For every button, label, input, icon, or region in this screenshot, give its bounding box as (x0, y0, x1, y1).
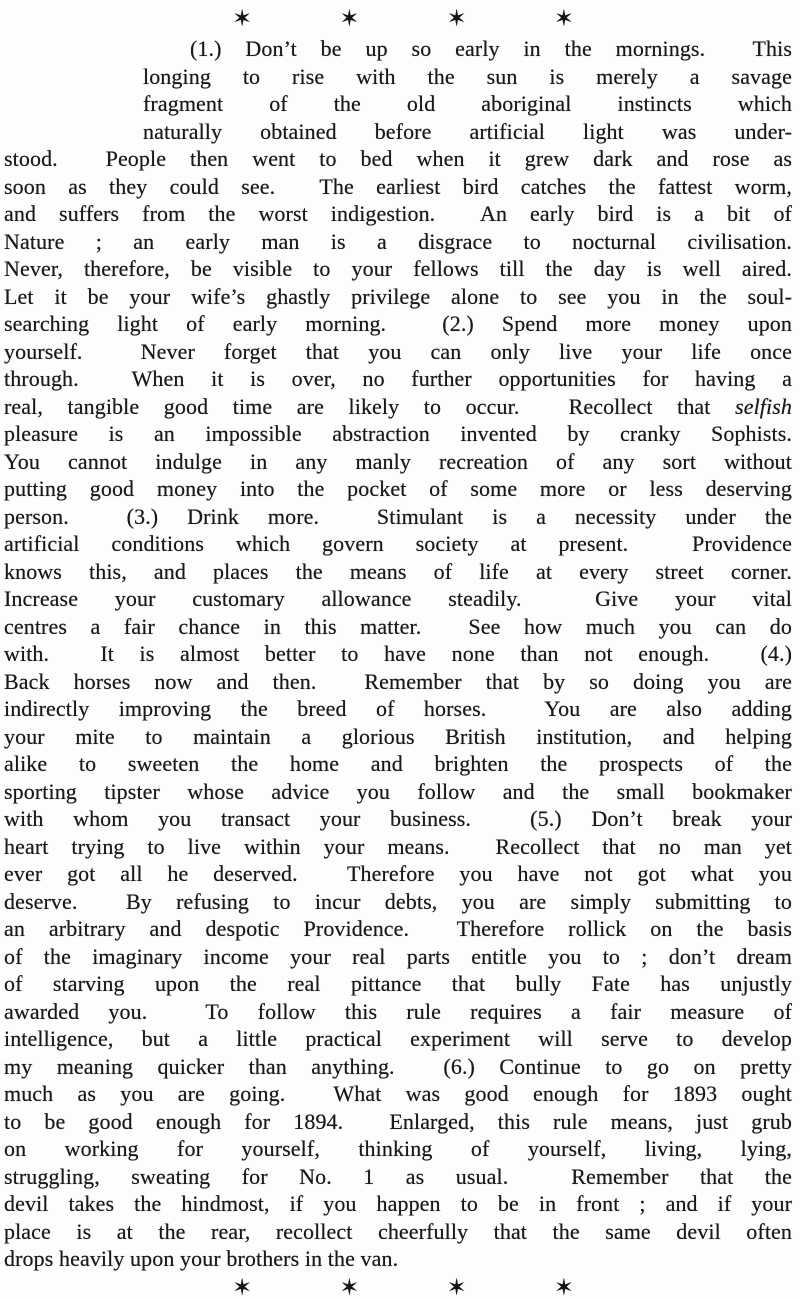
star-ornament-icon: ✶ (232, 1275, 252, 1299)
text-line: devil takes the hindmost, if you happen to be in front ; and if your (4, 1191, 792, 1216)
text-line: place is at the rear, recollect cheerfully that the same devil often (4, 1218, 792, 1244)
star-ornament-icon: ✶ (339, 1275, 359, 1299)
text-line: longing to rise with the sun is merely a savage (143, 63, 792, 89)
text-line: much as you are going. What was good enough for 1893 ought (4, 1081, 792, 1106)
text-line: yourself. Never forget that you can only live your life once (4, 338, 792, 364)
text-line: of the imaginary income your real parts entitle you to ; don’t dream (4, 943, 792, 969)
text-line: Back horses now and then. Remember that by so doing you are (4, 668, 792, 694)
text-line: knows this, and places the means of life at every street corner. (4, 558, 792, 584)
text-line: heart trying to live within your means. Recollect that no man yet (4, 833, 792, 859)
text-line: ever got all he deserved. Therefore you have not got what you (4, 861, 792, 886)
text-block (4, 35, 792, 1273)
text-line: artificial conditions which govern society at present. Providence (4, 531, 792, 556)
text-line: sporting tipster whose advice you follow and the small bookmaker (4, 778, 792, 804)
text-line: alike to sweeten the home and brighten the prospects of the (4, 751, 792, 776)
text-line: soon as they could see. The earliest bird catches the fattest worm, (4, 173, 792, 199)
text-line: centres a fair chance in this matter. See how much you can do (4, 613, 792, 639)
text-line: and suffers from the worst indigestion. An early bird is a bit of (4, 201, 792, 226)
text-line: indirectly improving the breed of horses. You are also adding (4, 696, 792, 721)
section-break-top (9, 4, 797, 32)
star-ornament-icon: ✶ (447, 5, 467, 31)
text-line: through. When it is over, no further opportunities for having a (4, 366, 792, 391)
text-line: deserve. By refusing to incur debts, you are simply submitting to (4, 888, 792, 914)
text-line: intelligence, but a little practical experiment will serve to develop (4, 1026, 792, 1051)
text-line: drops heavily upon your brothers in the van. (4, 1246, 399, 1271)
star-ornament-icon: ✶ (232, 5, 252, 31)
text-line: to be good enough for 1894. Enlarged, this rule means, just grub (4, 1108, 792, 1134)
star-ornament-icon: ✶ (447, 1275, 467, 1299)
text-line: struggling, sweating for No. 1 as usual. Remember that the (4, 1163, 792, 1189)
text-line: Never, therefore, be visible to your fellows till the day is well aired. (4, 256, 792, 281)
text-line: fragment of the old aboriginal instincts which (143, 91, 792, 116)
section-break-bottom (9, 1275, 797, 1299)
text-line: stood. People then went to bed when it grew dark and rose as (4, 146, 792, 171)
text-line: Nature ; an early man is a disgrace to nocturnal civilisation. (4, 228, 792, 254)
text-line: You cannot indulge in any manly recreation of any sort without (4, 448, 792, 474)
text-line: of starving upon the real pittance that bully Fate has unjustly (4, 971, 792, 996)
text-line: real, tangible good time are likely to occur. Recollect that selfish (4, 393, 792, 419)
text-line: an arbitrary and despotic Providence. Therefore rollick on the basis (4, 916, 792, 941)
italic-word: selfish (735, 393, 792, 419)
text-line: putting good money into the pocket of some more or less deserving (4, 476, 792, 501)
text-line: on working for yourself, thinking of yourself, living, lying, (4, 1136, 792, 1161)
star-ornament-icon: ✶ (339, 5, 359, 31)
star-ornament-icon: ✶ (554, 1275, 574, 1299)
star-ornament-icon: ✶ (554, 5, 574, 31)
text-line: (1.) Don’t be up so early in the mornings. This (190, 36, 792, 61)
text-line: with whom you transact your business. (5.) Don’t break your (4, 806, 792, 831)
text-line: your mite to maintain a glorious British institution, and helping (4, 723, 792, 749)
text-line: naturally obtained before artificial light was under- (143, 118, 792, 144)
text-line: Increase your customary allowance steadily. Give your vital (4, 586, 792, 611)
text-line: searching light of early morning. (2.) Spend more money upon (4, 311, 792, 336)
text-line: Let it be your wife’s ghastly privilege alone to see you in the soul- (4, 283, 792, 309)
text-line: with. It is almost better to have none than not enough. (4.) (4, 641, 792, 666)
text-line: my meaning quicker than anything. (6.) Continue to go on pretty (4, 1053, 792, 1079)
text-line: pleasure is an impossible abstraction invented by cranky Sophists. (4, 421, 792, 446)
text-line: awarded you. To follow this rule requires a fair measure of (4, 998, 792, 1024)
text-line: person. (3.) Drink more. Stimulant is a necessity under the (4, 503, 792, 529)
